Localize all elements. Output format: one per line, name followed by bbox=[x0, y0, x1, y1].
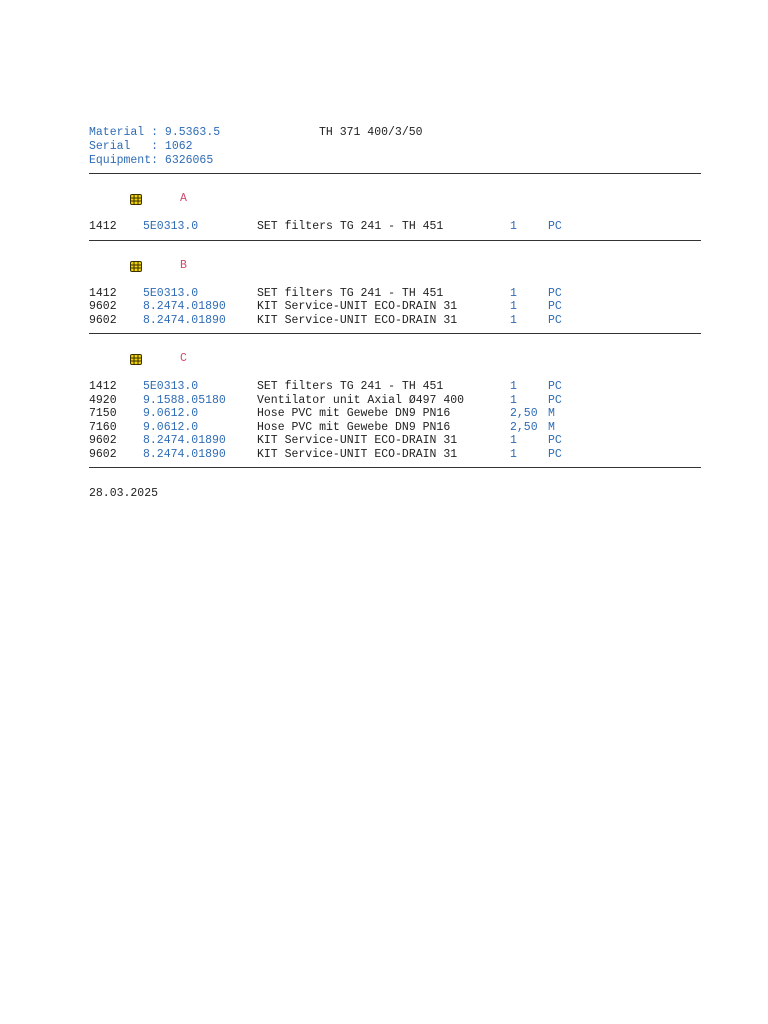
part-group bbox=[89, 241, 701, 335]
unit: M bbox=[548, 407, 555, 420]
unit: PC bbox=[548, 313, 562, 327]
position-number: 9602 bbox=[89, 313, 117, 327]
position-number: 4920 bbox=[89, 393, 117, 407]
part-number-link[interactable]: 9.0612.0 bbox=[143, 407, 199, 420]
part-description: KIT Service-UNIT ECO-DRAIN 31 bbox=[257, 434, 458, 447]
part-description: Hose PVC mit Gewebe DN9 PN16 bbox=[257, 407, 451, 420]
material-label: Material : bbox=[89, 126, 165, 139]
part-row bbox=[89, 407, 701, 421]
position-number: 7150 bbox=[89, 407, 117, 420]
position-number: 9602 bbox=[89, 434, 117, 447]
part-row bbox=[89, 314, 701, 328]
group-letter: A bbox=[180, 192, 187, 205]
group-letter: B bbox=[180, 258, 187, 272]
unit: PC bbox=[548, 434, 562, 447]
unit: PC bbox=[548, 393, 562, 407]
group-header bbox=[89, 174, 701, 214]
part-row bbox=[89, 448, 701, 462]
quantity: 1 bbox=[510, 434, 517, 447]
part-number-link[interactable]: 5E0313.0 bbox=[143, 220, 199, 233]
position-number: 1412 bbox=[89, 380, 117, 393]
quantity: 1 bbox=[510, 300, 517, 313]
position-number: 9602 bbox=[89, 300, 117, 313]
quantity: 1 bbox=[510, 447, 517, 461]
part-group bbox=[89, 334, 701, 468]
part-row bbox=[89, 220, 701, 234]
part-number-link[interactable]: 9.1588.05180 bbox=[143, 393, 226, 407]
quantity: 1 bbox=[510, 380, 517, 393]
quantity: 1 bbox=[510, 313, 517, 327]
parts-box-icon[interactable] bbox=[130, 194, 142, 205]
quantity: 2,50 bbox=[510, 420, 538, 434]
part-row bbox=[89, 300, 701, 314]
part-row bbox=[89, 380, 701, 394]
group-rows bbox=[89, 281, 701, 328]
position-number: 1412 bbox=[89, 286, 117, 300]
position-number: 1412 bbox=[89, 220, 117, 233]
group-rows bbox=[89, 374, 701, 461]
part-description: SET filters TG 241 - TH 451 bbox=[257, 380, 444, 393]
groups-container bbox=[89, 174, 701, 468]
part-description: Hose PVC mit Gewebe DN9 PN16 bbox=[257, 420, 451, 434]
part-number-link[interactable]: 9.0612.0 bbox=[143, 420, 199, 434]
serial-label: Serial : bbox=[89, 140, 165, 153]
group-header bbox=[89, 334, 701, 374]
part-description: SET filters TG 241 - TH 451 bbox=[257, 220, 444, 233]
document-date: 28.03.2025 bbox=[89, 487, 159, 500]
unit: PC bbox=[548, 380, 562, 393]
group-header bbox=[89, 241, 701, 281]
part-group bbox=[89, 174, 701, 241]
serial-line bbox=[89, 140, 701, 154]
part-description: KIT Service-UNIT ECO-DRAIN 31 bbox=[257, 447, 458, 461]
parts-box-icon[interactable] bbox=[130, 354, 142, 365]
equipment-line bbox=[89, 154, 701, 168]
unit: PC bbox=[548, 447, 562, 461]
unit: PC bbox=[548, 286, 562, 300]
quantity: 2,50 bbox=[510, 407, 538, 420]
group-rows bbox=[89, 214, 701, 234]
part-row bbox=[89, 421, 701, 435]
part-number-link[interactable]: 8.2474.01890 bbox=[143, 447, 226, 461]
position-number: 9602 bbox=[89, 447, 117, 461]
equipment-label: Equipment: bbox=[89, 154, 165, 167]
part-description: KIT Service-UNIT ECO-DRAIN 31 bbox=[257, 313, 458, 327]
material-value: 9.5363.5 bbox=[164, 126, 221, 139]
unit: M bbox=[548, 420, 555, 434]
part-number-link[interactable]: 8.2474.01890 bbox=[143, 434, 226, 447]
separator bbox=[89, 467, 701, 468]
parts-list-page bbox=[89, 126, 701, 468]
parts-box-icon[interactable] bbox=[130, 261, 142, 272]
part-description: KIT Service-UNIT ECO-DRAIN 31 bbox=[257, 300, 458, 313]
header-block bbox=[89, 126, 701, 168]
part-row bbox=[89, 287, 701, 301]
group-letter: C bbox=[180, 352, 187, 365]
part-number-link[interactable]: 5E0313.0 bbox=[143, 286, 199, 300]
unit: PC bbox=[548, 220, 562, 233]
quantity: 1 bbox=[510, 220, 517, 233]
model-designation: TH 371 400/3/50 bbox=[319, 126, 423, 139]
serial-value: 1062 bbox=[164, 140, 193, 153]
part-description: SET filters TG 241 - TH 451 bbox=[257, 286, 444, 300]
quantity: 1 bbox=[510, 286, 517, 300]
part-row bbox=[89, 434, 701, 448]
part-row bbox=[89, 394, 701, 408]
unit: PC bbox=[548, 300, 562, 313]
part-description: Ventilator unit Axial Ø497 400 bbox=[257, 393, 465, 407]
equipment-value: 6326065 bbox=[164, 154, 214, 167]
position-number: 7160 bbox=[89, 420, 117, 434]
part-number-link[interactable]: 8.2474.01890 bbox=[143, 313, 226, 327]
quantity: 1 bbox=[510, 393, 517, 407]
part-number-link[interactable]: 5E0313.0 bbox=[143, 380, 199, 393]
part-number-link[interactable]: 8.2474.01890 bbox=[143, 300, 226, 313]
